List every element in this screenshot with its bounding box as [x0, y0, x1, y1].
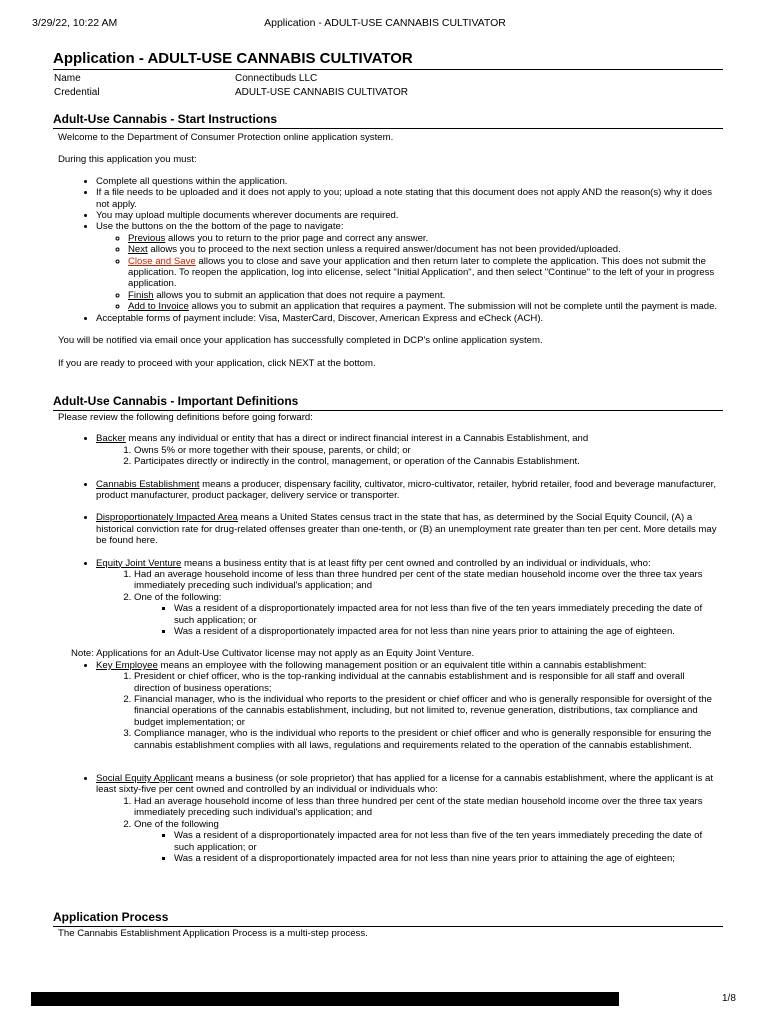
- footer-url-bar: [31, 992, 619, 1006]
- social-equity-criteria: [96, 796, 723, 864]
- list-item: [128, 290, 723, 301]
- cannabis-establishment-desc: means a producer, dispensary facility, cultivator, micro-cultivator, retailer, hybrid retailer, food and beverage manufacturer, product manufacturer, product packager, delivery service or transporter.: [96, 478, 717, 501]
- list-item: • Acceptable forms of payment include: Visa, MasterCard, Discover, American Express and eCheck (ACH).: [96, 313, 723, 324]
- name-value: Connectibuds LLC: [235, 73, 318, 84]
- instruction-list: [58, 176, 723, 324]
- disproportionately-impacted-area-desc: means a United States census tract in the state that has, as determined by the Social Equity Council, (A) a historical conviction rate for drug-related offenses greater than one-tenth, or (B) an unemployment rate greater than ten per cent. More details may be found here.: [96, 512, 717, 547]
- page-number: 1/8: [722, 993, 736, 1004]
- close-and-save-link[interactable]: Close and Save: [128, 255, 196, 267]
- definitions-body: [53, 412, 723, 864]
- add-to-invoice-link[interactable]: Add to Invoice: [128, 301, 189, 313]
- list-item: ▪ Was a resident of a disproportionately impacted area for not less than nine years prior to attaining the age of eighteen;: [174, 853, 723, 864]
- application-process-body: [53, 928, 723, 939]
- list-item: 2. Participates directly or indirectly in the control, management, or operation of the Cannabis Establishment.: [134, 456, 723, 467]
- welcome-text: Welcome to the Department of Consumer Protection online application system.: [58, 132, 394, 143]
- one-of-following: One of the following: [134, 818, 219, 830]
- list-item: 1. Had an average household income of less than three hundred per cent of the state median household income over the three tax years immediately preceding such individual's application; and: [134, 796, 723, 819]
- page-title: Application - ADULT-USE CANNABIS CULTIVATOR: [53, 50, 723, 70]
- invoice-desc: allows you to submit an application that requires a payment. The submission will not be complete until the payment is made.: [188, 301, 718, 313]
- list-item: [128, 256, 723, 290]
- list-item: [96, 221, 723, 312]
- definition-social-equity-applicant: [96, 773, 723, 864]
- print-header-title: Application - ADULT-USE CANNABIS CULTIVATOR: [264, 17, 506, 29]
- list-item: [134, 592, 723, 638]
- start-instructions-heading: Adult-Use Cannabis - Start Instructions: [53, 112, 723, 129]
- list-item: ▪ Was a resident of a disproportionately impacted area for not less than five of the ten years immediately preceding the date of such application; or: [174, 603, 723, 626]
- start-instructions-body: [53, 132, 723, 369]
- definition-list: [58, 433, 723, 637]
- close-desc: allows you to close and save your application and then return later to complete the application. This does not submit the application. To reopen the application, log into elicense, select "Initial Application", and then select "Continue" to the left of your in progress application.: [128, 255, 715, 290]
- list-item: ▪ Was a resident of a disproportionately impacted area for not less than five of the ten years immediately preceding the date of such application; or: [174, 830, 723, 853]
- previous-link[interactable]: Previous: [128, 232, 166, 244]
- print-datetime: 3/29/22, 10:22 AM: [32, 17, 118, 29]
- name-label: Name: [54, 73, 81, 84]
- notified-text: You will be notified via email once your application has successfully completed in DCP's online application system.: [58, 335, 543, 347]
- residency-criteria: [134, 603, 723, 637]
- list-item: 2. Financial manager, who is the individual who reports to the president or chief officer and who is generally responsible for oversight of the financial operations of the cannabis establishment, including, but not limited to, revenue generation, distributions, tax compliance and budget implementation; or: [134, 694, 723, 728]
- list-item: [128, 301, 723, 312]
- definition-backer: [96, 433, 723, 467]
- definition-list-2: [58, 660, 723, 865]
- residency-criteria: [134, 830, 723, 864]
- key-employee-positions: [96, 671, 723, 751]
- cannabis-establishment-term[interactable]: Cannabis Establishment: [96, 478, 200, 490]
- application-content: [53, 50, 723, 940]
- equity-joint-venture-term[interactable]: Equity Joint Venture: [96, 557, 182, 569]
- one-of-following: One of the following:: [134, 591, 222, 603]
- key-employee-term[interactable]: Key Employee: [96, 659, 158, 671]
- definition-cannabis-establishment: [96, 479, 723, 502]
- list-item: • You may upload multiple documents wherever documents are required.: [96, 210, 723, 221]
- backer-criteria: [96, 445, 723, 468]
- list-item: [128, 244, 723, 255]
- credential-value: ADULT-USE CANNABIS CULTIVATOR: [235, 86, 408, 98]
- equity-note: Note: Applications for an Adult-Use Cultivator license may not apply as an Equity Joint Venture.: [71, 648, 475, 660]
- list-item: 1. Owns 5% or more together with their spouse, parents, or child; or: [134, 445, 723, 456]
- definition-key-employee: [96, 660, 723, 751]
- key-employee-desc: means an employee with the following management position or an equivalent title within a cannabis establishment:: [157, 659, 647, 671]
- next-desc: allows you to proceed to the next section unless a required answer/document has not been provided/uploaded.: [147, 244, 621, 256]
- application-process-heading: Application Process: [53, 910, 723, 927]
- previous-desc: allows you to return to the prior page and correct any answer.: [165, 232, 429, 244]
- during-text: During this application you must:: [58, 154, 197, 166]
- next-link[interactable]: Next: [128, 244, 148, 256]
- list-item: • Complete all questions within the application.: [96, 176, 723, 187]
- finish-link[interactable]: Finish: [128, 289, 154, 301]
- list-item: • If a file needs to be uploaded and it does not apply to you; upload a note stating that this document does not apply AND the reason(s) why it does not apply.: [96, 187, 723, 210]
- nav-intro: Use the buttons on the the bottom of the page to navigate:: [96, 221, 344, 233]
- list-item: ▪ Was a resident of a disproportionately impacted area for not less than nine years prior to attaining the age of eighteen.: [174, 626, 723, 637]
- list-item: 3. Compliance manager, who is the individual who reports to the president or chief officer and who is generally responsible for ensuring the cannabis establishment complies with all laws, regulations and requirements related to the operation of the cannabis establishment.: [134, 728, 723, 751]
- equity-joint-venture-criteria: [96, 569, 723, 637]
- list-item: [128, 233, 723, 244]
- definitions-intro: Please review the following definitions before going forward:: [58, 411, 313, 423]
- list-item: [134, 819, 723, 865]
- definitions-heading: Adult-Use Cannabis - Important Definitions: [53, 394, 723, 411]
- list-item: 1. President or chief officer, who is the top-ranking individual at the cannabis establishment and is responsible for all staff and overall direction of business operations;: [134, 671, 723, 694]
- nav-button-list: [96, 233, 723, 313]
- application-process-text: The Cannabis Establishment Application Process is a multi-step process.: [58, 928, 368, 940]
- list-item: 1. Had an average household income of less than three hundred per cent of the state median household income over the three tax years immediately preceding such individual's application; and: [134, 569, 723, 592]
- disproportionately-impacted-area-term[interactable]: Disproportionately Impacted Area: [96, 512, 238, 524]
- credential-label: Credential: [54, 86, 100, 98]
- finish-desc: allows you to submit an application that does not require a payment.: [153, 289, 446, 301]
- social-equity-applicant-desc: means a business (or sole proprietor) that has applied for a license for a cannabis establishment, where the applicant is at least sixty-five per cent owned and controlled by an individual or individuals who:: [96, 773, 714, 796]
- application-meta: [53, 72, 723, 99]
- equity-joint-venture-desc: means a business entity that is at least fifty per cent owned and controlled by an individual or individuals, who:: [181, 557, 651, 569]
- backer-desc: means any individual or entity that has a direct or indirect financial interest in a Cannabis Establishment, and: [125, 433, 589, 445]
- social-equity-applicant-term[interactable]: Social Equity Applicant: [96, 773, 194, 785]
- backer-term[interactable]: Backer: [96, 433, 126, 445]
- ready-text: If you are ready to proceed with your application, click NEXT at the bottom.: [58, 357, 376, 369]
- definition-disproportionately-impacted-area: [96, 512, 723, 546]
- definition-equity-joint-venture: [96, 558, 723, 638]
